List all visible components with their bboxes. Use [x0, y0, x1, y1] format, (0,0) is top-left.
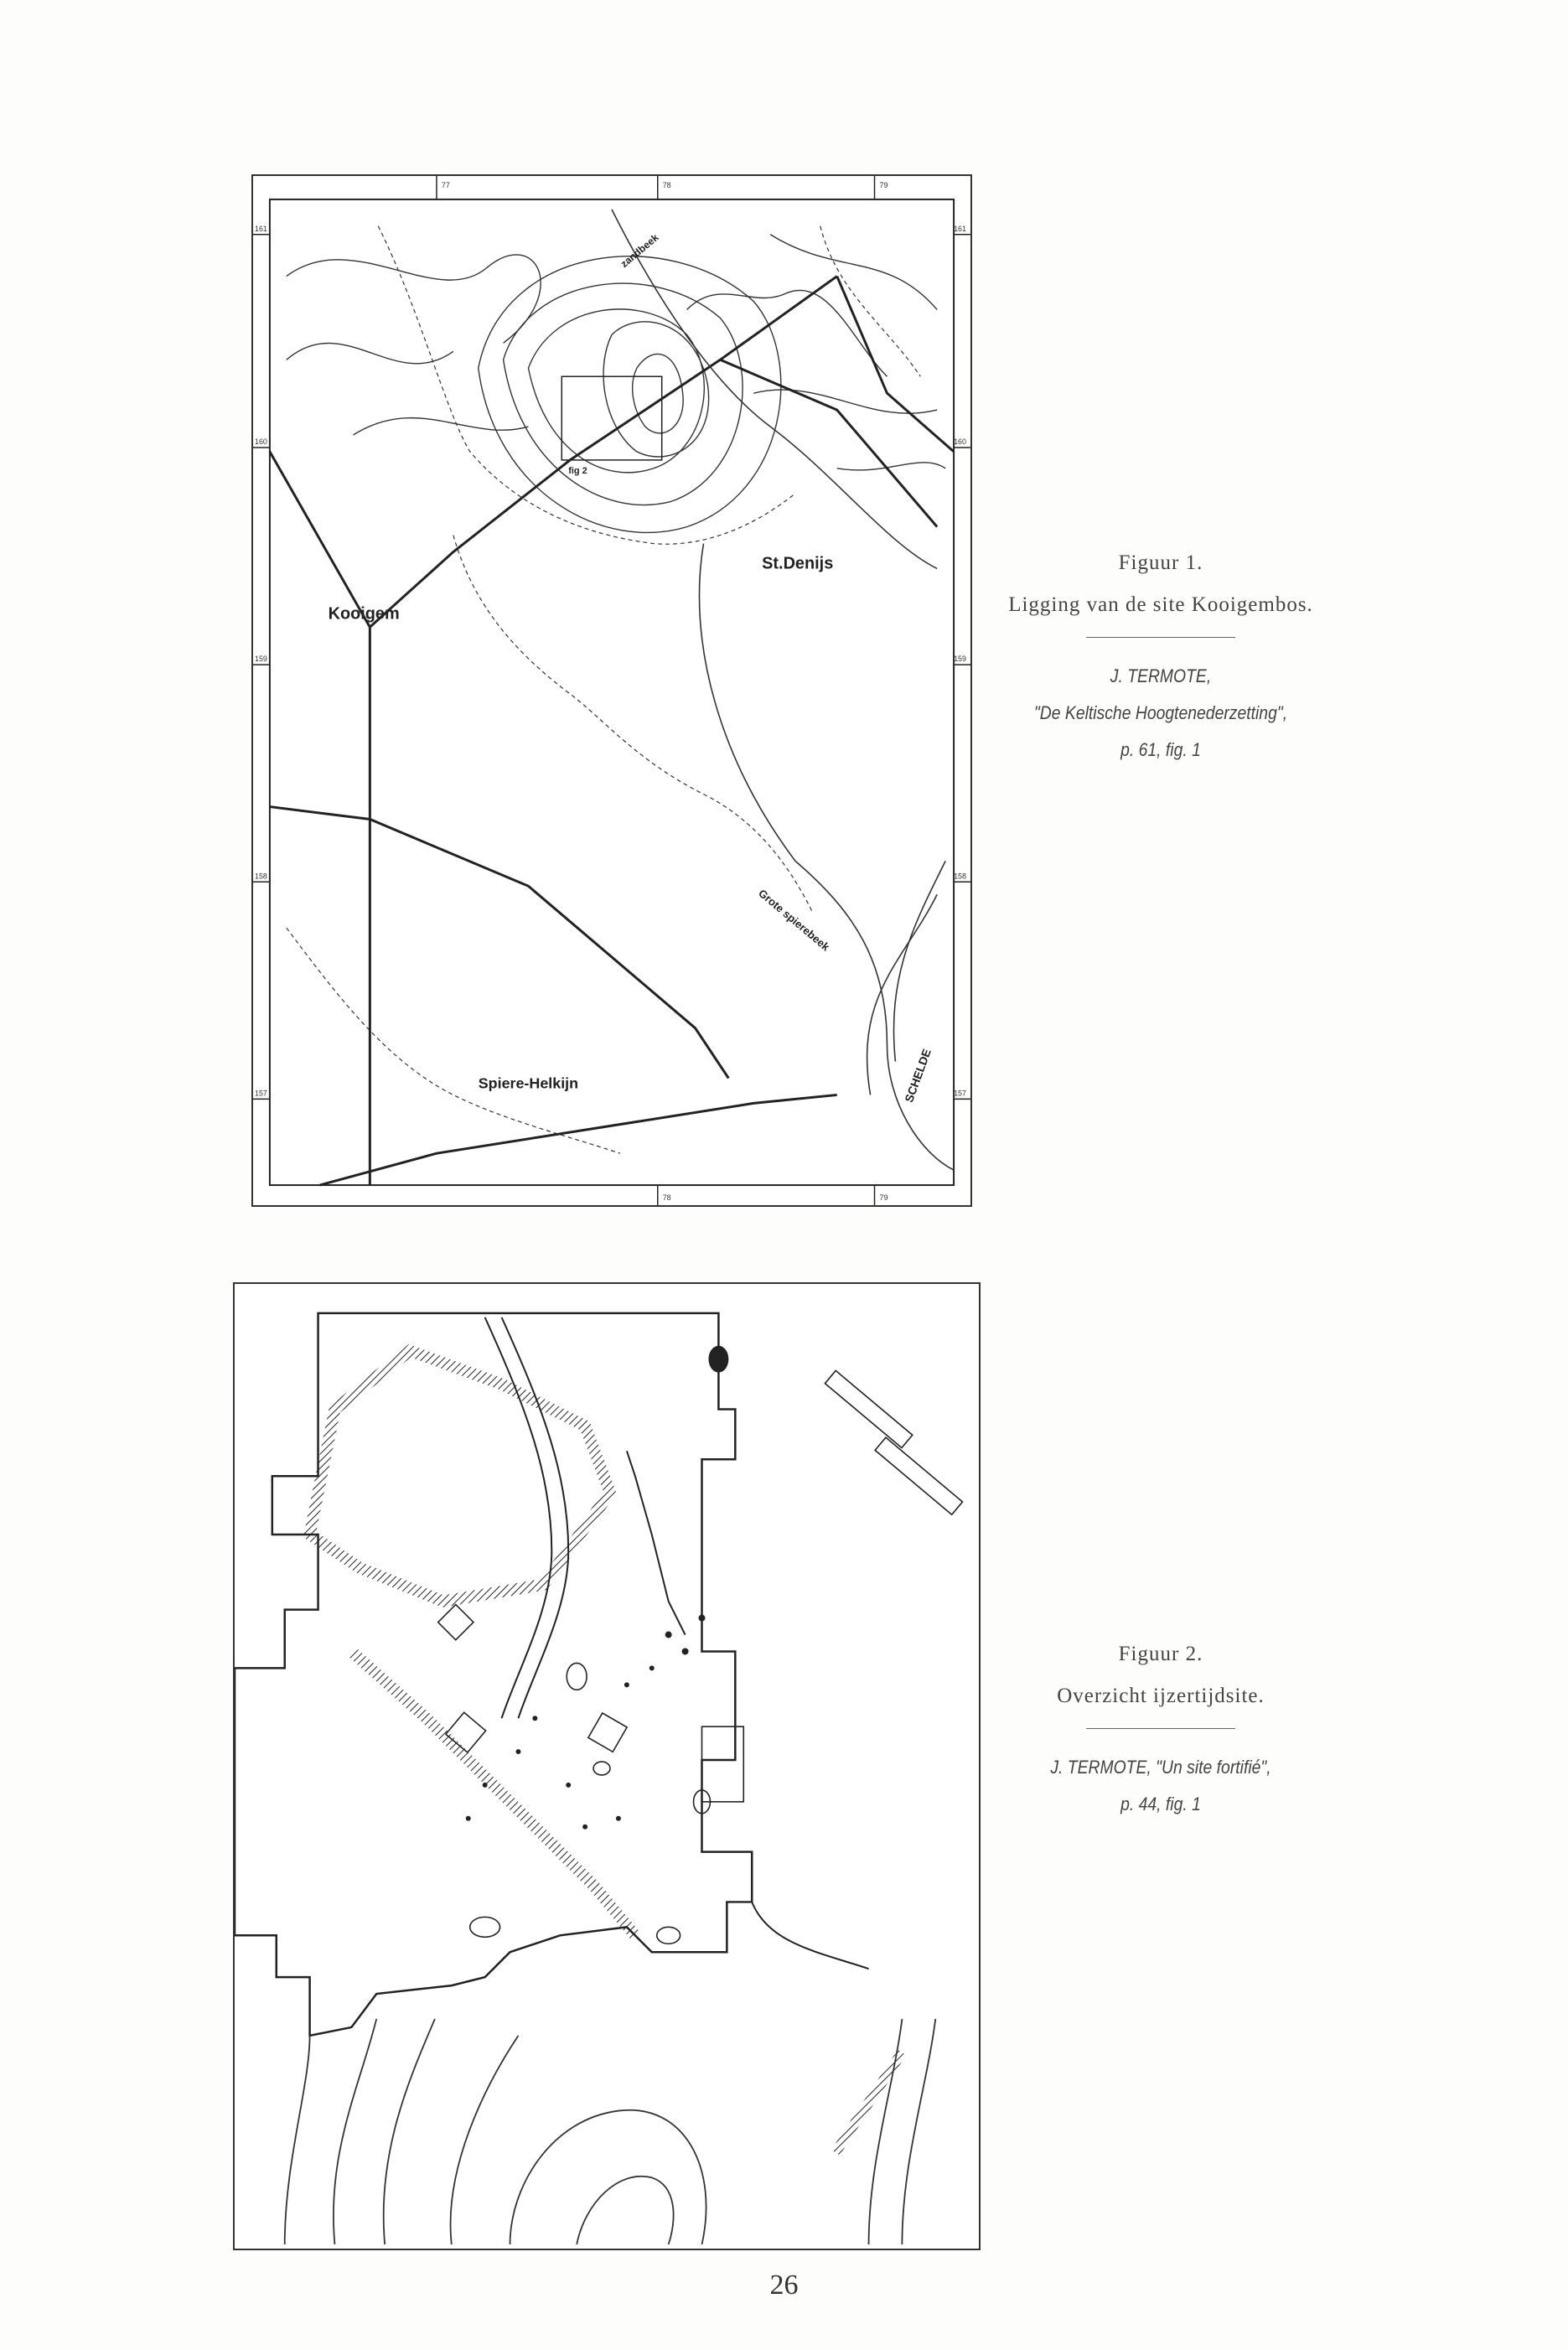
- figure-2-excavation-plan: [233, 1282, 981, 2250]
- figure-1-caption: [1001, 551, 1320, 769]
- svg-text:159: 159: [954, 655, 967, 664]
- figure-1-location-map: [251, 174, 972, 1207]
- map-label-zandbeek: zandbeek: [618, 231, 661, 270]
- figure-2-caption: [1001, 1643, 1320, 1823]
- svg-text:78: 78: [662, 180, 671, 189]
- map-label-kooigem: Kooigem: [328, 604, 400, 624]
- svg-text:161: 161: [254, 224, 267, 233]
- figure-2-source-line1: J. TERMOTE, "Un site fortifié",: [1050, 1757, 1271, 1778]
- svg-text:79: 79: [879, 180, 888, 189]
- map-label-spiere-helkijn: Spiere-Helkijn: [478, 1074, 579, 1092]
- svg-text:160: 160: [254, 437, 267, 446]
- svg-text:159: 159: [254, 655, 267, 664]
- svg-text:161: 161: [954, 224, 967, 233]
- figure-2-source-line2: p. 44, fig. 1: [1120, 1794, 1201, 1814]
- svg-text:157: 157: [954, 1089, 967, 1098]
- figure-1-source-line1: J. TERMOTE,: [1110, 665, 1212, 686]
- figure-2-description: Overzicht ijzertijdsite.: [1057, 1685, 1265, 1707]
- excavation-plan-drawing: [235, 1284, 979, 2249]
- svg-text:158: 158: [954, 872, 967, 881]
- svg-text:78: 78: [662, 1193, 671, 1203]
- figure-2-title: Figuur 2.: [1118, 1643, 1203, 1665]
- map-label-schelde: SCHELDE: [902, 1047, 934, 1105]
- caption-divider: [1086, 637, 1235, 638]
- map-label-st-denijs: St.Denijs: [762, 554, 834, 573]
- figure-1-title: Figuur 1.: [1118, 551, 1203, 574]
- page-number: 26: [769, 2270, 799, 2301]
- map-label-grote-spierebeek: Grote spierebeek: [756, 887, 832, 954]
- location-map-drawing: [253, 176, 970, 1205]
- figure-1-source-line2: "De Keltische Hoogtenederzetting",: [1033, 702, 1288, 723]
- caption-divider: [1086, 1728, 1235, 1729]
- svg-text:158: 158: [254, 872, 267, 881]
- svg-text:77: 77: [441, 180, 450, 189]
- svg-text:160: 160: [954, 437, 967, 446]
- svg-text:157: 157: [254, 1089, 267, 1098]
- svg-text:79: 79: [879, 1193, 888, 1203]
- figure-1-source-line3: p. 61, fig. 1: [1120, 739, 1201, 760]
- map-label-fig2: fig 2: [568, 465, 587, 476]
- figure-1-description: Ligging van de site Kooigembos.: [1008, 593, 1313, 616]
